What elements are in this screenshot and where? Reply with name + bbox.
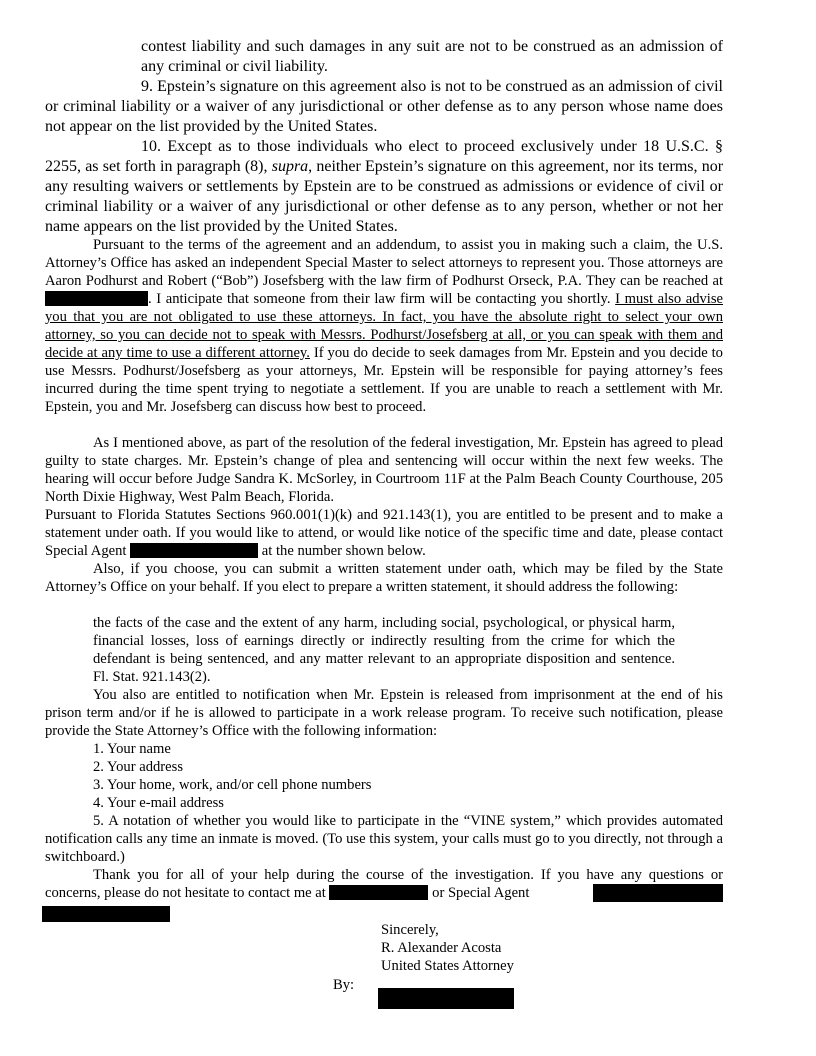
closing-text: Sincerely,: [381, 922, 439, 938]
attorneys-paragraph: [45, 236, 723, 416]
statute-quote-text: the facts of the case and the extent of any harm, including social, psychological, or physical harm, financial losses, loss of earnings directly or indirectly resulting from the crime for which the defendant is being sentenced, and any matter relevant to an appropriate disposition and sentence. Fl. Stat. 921.143(2).: [93, 615, 675, 685]
plea-paragraph: [45, 434, 723, 506]
continued-clause: [141, 37, 723, 77]
release-notification-text: You also are entitled to notification when Mr. Epstein is released from imprisonment at the end of his prison term and/or if he is allowed to participate in a work release program. To receive such notification, please provide the State Attorney’s Office with the following information:: [45, 687, 723, 739]
list-item: [93, 758, 183, 776]
list-item-phone: 3. Your home, work, and/or cell phone numbers: [93, 777, 372, 793]
list-item: [93, 776, 371, 794]
by-label: [333, 976, 354, 994]
by-label-text: By:: [333, 977, 355, 993]
written-statement-paragraph: [45, 560, 723, 596]
redaction-line: [42, 906, 170, 922]
vine-paragraph: [45, 812, 723, 866]
signer-title-text: United States Attorney: [381, 958, 514, 974]
contact-text: . I anticipate that someone from their law firm will be contacting you shortly.: [148, 291, 611, 307]
underlined-advisory: I must also advise you that you are not obligated to use these attorneys. In fact, you have the absolute right to select your own attorney, so you can decide not to speak with Messrs. Podhurst/Josefsberg at all, or you can speak with them and decide at any time to use a different attorney.: [45, 291, 723, 361]
list-item-address: 2. Your address: [93, 759, 183, 775]
statutes-text: Pursuant to Florida Statutes Sections 960.001(1)(k) and 921.143(1), you are entitled to be present and to make a statement under oath. If you would like to attend, or would like notice of the specific time and date, please contact Special Agent: [45, 507, 723, 559]
redaction-agent-name-2: [593, 884, 723, 902]
paragraph-10: [45, 137, 723, 237]
thanks-text-end: or Special Agent: [432, 885, 530, 901]
list-item-name: 1. Your name: [93, 741, 171, 757]
statutes-text-end: at the number shown below.: [261, 543, 426, 559]
redaction-phone: [45, 291, 148, 306]
release-notification-paragraph: [45, 686, 723, 740]
paragraph-9-text: 9. Epstein’s signature on this agreement also is not to be construed as an admission of civil or criminal liability or a waiver of any jurisdictional or other defense as to any person whose name does not appear on the list provided by the United States.: [45, 78, 723, 135]
paragraph-9: [45, 77, 723, 137]
thanks-text: Thank you for all of your help during the course of the investigation. If you have any questions or concerns, please do not hesitate to contact me at: [45, 867, 723, 901]
continued-clause-text: contest liability and such damages in any suit are not to be construed as an admission of any criminal or civil liability.: [141, 38, 723, 75]
supra-italic: supra: [271, 158, 309, 175]
written-statement-text: Also, if you choose, you can submit a written statement under oath, which may be filed by the State Attorney’s Office on your behalf. If you elect to prepare a written statement, it should address the following:: [45, 561, 723, 595]
signer-title: [381, 957, 514, 975]
paragraph-10-text-start: 10. Except as to those individuals who elect to proceed exclusively under 18 U.S.C. § 2255, as set forth in paragraph (8),: [45, 138, 723, 175]
plea-text: As I mentioned above, as part of the resolution of the federal investigation, Mr. Epstein has agreed to plead guilty to state charges. Mr. Epstein’s change of plea and sentencing will occur within the next few weeks. The hearing will occur before Judge Sandra K. McSorley, in Courtroom 11F at the Palm Beach County Courthouse, 205 North Dixie Highway, West Palm Beach, Florida.: [45, 435, 723, 505]
paragraph-10-text-end: , neither Epstein’s signature on this agreement, nor its terms, nor any resulting waivers or settlements by Epstein are to be construed as admissions or evidence of civil or criminal liability or a waiver of any jurisdictional or other defense as to any person, whether or not her name appears on the list provided by the United States.: [45, 158, 724, 235]
signer-name: [381, 939, 501, 957]
attorneys-text: Pursuant to the terms of the agreement and an addendum, to assist you in making such a claim, the U.S. Attorney’s Office has asked an independent Special Master to select attorneys to represent you. Those attorneys are Aaron Podhurst and Robert (“Bob”) Josefsberg with the law firm of Podhurst Orseck, P.A. They can be reached at: [45, 237, 723, 289]
statutes-paragraph: [45, 506, 723, 560]
signer-name-text: R. Alexander Acosta: [381, 940, 502, 956]
fees-text: If you do decide to seek damages from Mr. Epstein and you decide to use Messrs. Podhurst/Josefsberg as your attorneys, Mr. Epstein will be responsible for paying attorney’s fees incurred during the time spent trying to negotiate a settlement. If you are unable to reach a settlement with Mr. Epstein, you and Mr. Josefsberg can discuss how best to proceed.: [45, 345, 723, 415]
list-item: [93, 740, 171, 758]
statute-quote: [93, 614, 675, 686]
closing: [381, 921, 439, 939]
list-item-email: 4. Your e-mail address: [93, 795, 224, 811]
redaction-signature: [378, 988, 514, 1009]
redaction-agent-name: [130, 543, 258, 558]
list-item: [93, 794, 224, 812]
redaction-phone-2: [329, 885, 428, 900]
vine-text: 5. A notation of whether you would like to participate in the “VINE system,” which provides automated notification calls any time an inmate is moved. (To use this system, your calls must go to you directly, not through a switchboard.): [45, 813, 723, 865]
